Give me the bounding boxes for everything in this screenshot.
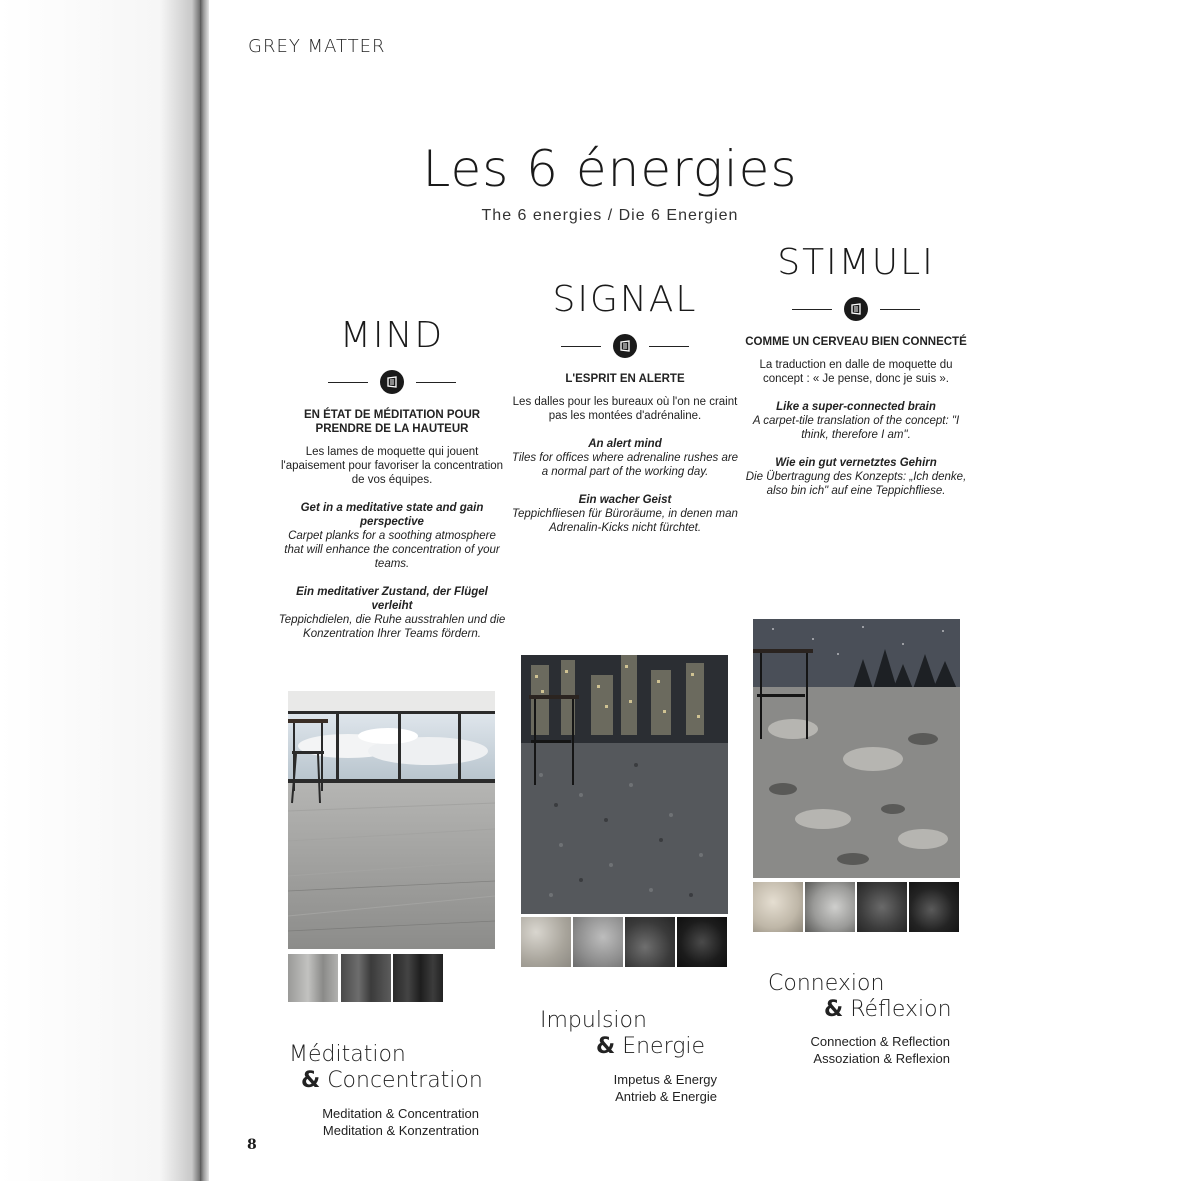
sublabel-german: Meditation & Konzentration [322,1123,479,1138]
french-heading: L'ESPRIT EN ALERTE [565,373,685,385]
energy-column-mind [277,315,507,641]
french-text: Les dalles pour les bureaux où l'on ne craint pas les montées d'adrénaline. [512,396,738,422]
sublabel-english: Impetus & Energy [613,1072,717,1087]
signal-label [540,1008,705,1060]
stimuli-swatch-4 [909,882,959,932]
page-spine-shadow [0,0,200,1181]
german-text: Teppichdielen, die Ruhe ausstrahlen und die Konzentration Ihrer Teams fördern. [278,614,506,640]
german-heading: Ein meditativer Zustand, der Flügel verleiht [296,586,488,612]
french-heading: EN ÉTAT DE MÉDITATION POUR PRENDRE DE LA HAUTEUR [303,409,481,435]
label-line-1: Méditation [289,1042,406,1067]
label-line-1: Connexion [768,971,885,996]
signal-room-photo [521,655,728,914]
french-text: Les lames de moquette qui jouent l'apaisement pour favoriser la concentration de vos équipes. [280,446,504,486]
brain-tile-icon [613,334,637,358]
brain-tile-icon [380,370,404,394]
page-spine-edge [200,0,209,1181]
english-heading: Get in a meditative state and gain perspective [300,502,484,528]
sublabel-english: Meditation & Concentration [322,1106,479,1121]
french-heading: COMME UN CERVEAU BIEN CONNECTÉ [745,336,967,348]
ampersand: & [301,1068,321,1093]
ampersand: & [824,997,844,1022]
divider-with-emblem [510,334,740,358]
mind-swatch-3 [393,954,443,1002]
label-line-2: Concentration [327,1068,483,1093]
mind-swatch-1 [288,954,338,1002]
signal-swatch-2 [573,917,623,967]
energy-name: SIGNAL [552,279,698,320]
brain-tile-icon [844,297,868,321]
brand-header: GREY MATTER [248,36,386,57]
german-text: Die Übertragung des Konzepts: „Ich denke, also bin ich" auf eine Teppichfliese. [745,471,967,497]
english-heading: An alert mind [588,438,662,450]
french-text: La traduction en dalle de moquette du concept : « Je pense, donc je suis ». [759,359,953,385]
signal-sublabel [560,1071,717,1105]
stimuli-room-photo [753,619,960,878]
mind-sublabel [300,1105,479,1139]
divider-with-emblem [277,370,507,394]
signal-swatch-4 [677,917,727,967]
energy-name: STIMULI [777,242,935,283]
page-title: Les 6 énergies [422,140,798,198]
ampersand: & [596,1034,616,1059]
mind-label [289,1042,483,1094]
label-line-2: Réflexion [850,997,952,1022]
stimuli-label [768,971,952,1023]
english-text: Tiles for offices where adrenaline rushes are a normal part of the working day. [511,452,739,478]
page-number: 8 [247,1137,257,1153]
english-heading: Like a super-connected brain [776,401,936,413]
sublabel-english: Connection & Reflection [810,1034,950,1049]
stimuli-swatch-2 [805,882,855,932]
label-line-2: Energie [622,1034,706,1059]
signal-swatch-1 [521,917,571,967]
energy-column-signal [510,279,740,535]
mind-room-photo [288,691,495,949]
stimuli-sublabel [780,1033,950,1067]
stimuli-swatch-3 [857,882,907,932]
signal-swatch-3 [625,917,675,967]
english-text: Carpet planks for a soothing atmosphere that will enhance the concentration of your teams. [284,530,500,570]
energy-name: MIND [339,315,445,356]
german-heading: Ein wacher Geist [578,494,672,506]
german-heading: Wie ein gut vernetztes Gehirn [775,457,937,469]
page-subtitle: The 6 energies / Die 6 Energien [481,207,739,224]
stimuli-swatch-1 [753,882,803,932]
mind-swatch-2 [341,954,391,1002]
german-text: Teppichfliesen für Büroräume, in denen man Adrenalin-Kicks nicht fürchtet. [512,508,738,534]
energy-column-stimuli [741,242,971,498]
english-text: A carpet-tile translation of the concept: "I think, therefore I am". [752,415,960,441]
label-line-1: Impulsion [540,1008,647,1033]
divider-with-emblem [741,297,971,321]
sublabel-german: Assoziation & Reflexion [813,1051,950,1066]
sublabel-german: Antrieb & Energie [615,1089,717,1104]
